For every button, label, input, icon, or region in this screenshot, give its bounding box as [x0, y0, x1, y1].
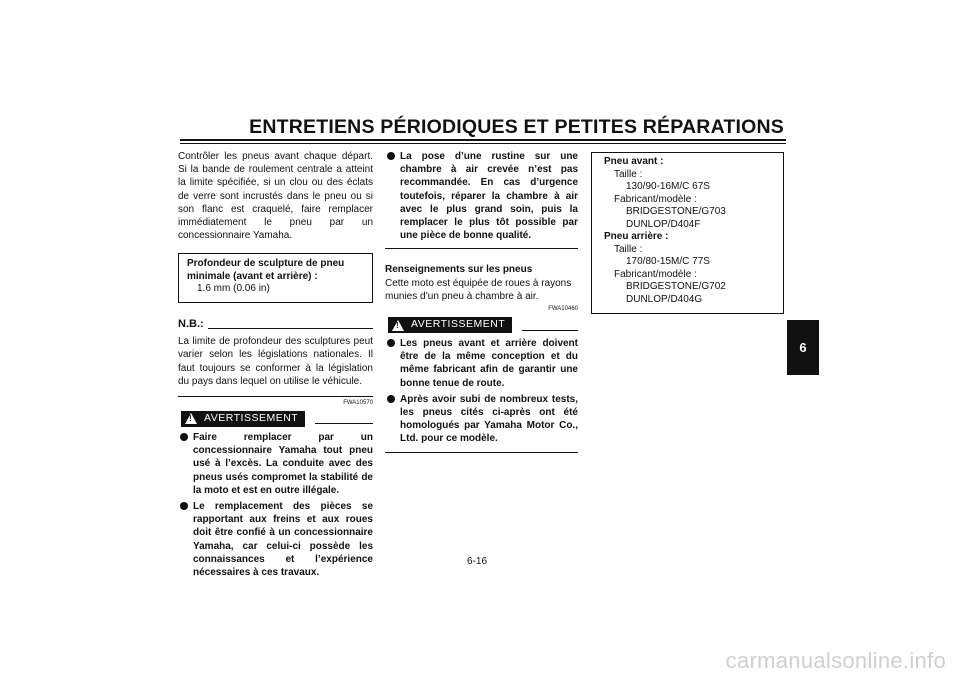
nb-header: [178, 318, 373, 331]
warning-divider: [522, 330, 578, 331]
nb-divider: [208, 328, 373, 329]
warning-header: [178, 411, 373, 427]
nb-end-rule: [178, 396, 373, 397]
front-size-label: Taille :: [614, 168, 643, 180]
title-rule-thin: [180, 143, 786, 144]
front-maker-1: BRIDGESTONE/G703: [626, 206, 726, 217]
warning-code: FWA10570: [343, 399, 373, 406]
warning-list-continued: [385, 150, 578, 242]
warning-badge: [388, 317, 512, 333]
rear-tire-label: Pneu arrière :: [604, 231, 669, 242]
nb-text: La limite de profondeur des sculptures peut varier selon les législations nationales. Il faut toujours se conformer à la législation du pays dans lequel on utilise le véhicule.: [178, 336, 373, 387]
list-item: Après avoir subi de nombreux tests, les pneus cités ci-après ont été homologués par Yamaha Motor Co., Ltd. pour ce modèle.: [385, 393, 578, 446]
bullet-icon: [180, 433, 188, 441]
page-number: 6-16: [467, 556, 488, 567]
rear-maker-1: BRIDGESTONE/G702: [626, 281, 726, 292]
warning-end-rule: [385, 452, 578, 453]
tread-depth-box: [178, 253, 373, 303]
rear-maker-label: Fabricant/modèle :: [614, 268, 697, 280]
warning-divider: [315, 423, 373, 424]
section-title: Renseignements sur les pneus: [385, 264, 533, 276]
intro-paragraph: Contrôler les pneus avant chaque départ. Si la bande de roulement centrale a atteint la limite spécifiée, si un clou ou des éclats de verre sont incrustés dans le pneu ou si son flanc est craquelé, faire remplacer immédiatement le pneu par un concessionnaire Yamaha.: [178, 151, 373, 242]
rear-size-label: Taille :: [614, 243, 643, 255]
bullet-icon: [387, 339, 395, 347]
column-3: [591, 152, 784, 314]
list-item: Faire remplacer par un concessionnaire Yamaha tout pneu usé à l’excès. La conduite avec des pneus usés compromet la stabilité de la moto et est en outre illégale.: [178, 431, 373, 497]
bullet-icon: [180, 502, 188, 510]
column-1: [178, 150, 373, 579]
warning-end-rule: [385, 248, 578, 249]
bullet-icon: [387, 395, 395, 403]
tread-depth-value: 1.6 mm (0.06 in): [197, 283, 270, 295]
rear-size-value: 170/80-15M/C 77S: [626, 256, 710, 267]
title-rule: [180, 139, 786, 141]
front-size-value: 130/90-16M/C 67S: [626, 181, 710, 192]
front-maker-2: DUNLOP/D404F: [626, 218, 701, 230]
list-item: Le remplacement des pièces se rapportant aux freins et aux roues doit être confié à un concessionnaire Yamaha, car celui-ci possède les connaissances et l’expérience nécessaires à ces travaux.: [178, 500, 373, 579]
list-item: La pose d’une rustine sur une chambre à air crevée n’est pas recommandée. En cas d’urgence toutefois, réparer la chambre à air avec le plus grand soin, puis la remplacer le plus tôt possible par une pièce de bonne qualité.: [385, 150, 578, 242]
chapter-number: 6: [799, 340, 807, 355]
warning-list: [178, 431, 373, 579]
section-text: Cette moto est équipée de roues à rayons munies d’un pneu à chambre à air.: [385, 277, 572, 302]
warning-triangle-icon: !: [392, 320, 404, 331]
warning-header: [385, 317, 578, 333]
rear-maker-2: DUNLOP/D404G: [626, 293, 703, 305]
column-2: [385, 150, 578, 453]
warning-code: FWA10460: [548, 306, 578, 313]
warning-list: [385, 337, 578, 446]
bullet-icon: [387, 152, 395, 160]
nb-label: N.B.:: [178, 317, 204, 330]
front-maker-label: Fabricant/modèle :: [614, 193, 697, 205]
list-item: Les pneus avant et arrière doivent être de la même conception et du même fabricant afin de garantir une bonne tenue de route.: [385, 337, 578, 390]
front-tire-label: Pneu avant :: [604, 156, 664, 167]
warning-label: AVERTISSEMENT: [204, 412, 299, 425]
tire-spec-box: [591, 152, 784, 314]
warning-triangle-icon: !: [185, 413, 197, 424]
watermark: carmanualsonline.info: [725, 648, 946, 673]
warning-label: AVERTISSEMENT: [411, 318, 506, 331]
tread-depth-label: Profondeur de sculpture de pneu minimale (avant et arrière) :: [187, 258, 345, 282]
warning-badge: [181, 411, 305, 427]
chapter-tab[interactable]: [787, 320, 819, 375]
page-title: ENTRETIENS PÉRIODIQUES ET PETITES RÉPARATIONS: [249, 116, 784, 138]
